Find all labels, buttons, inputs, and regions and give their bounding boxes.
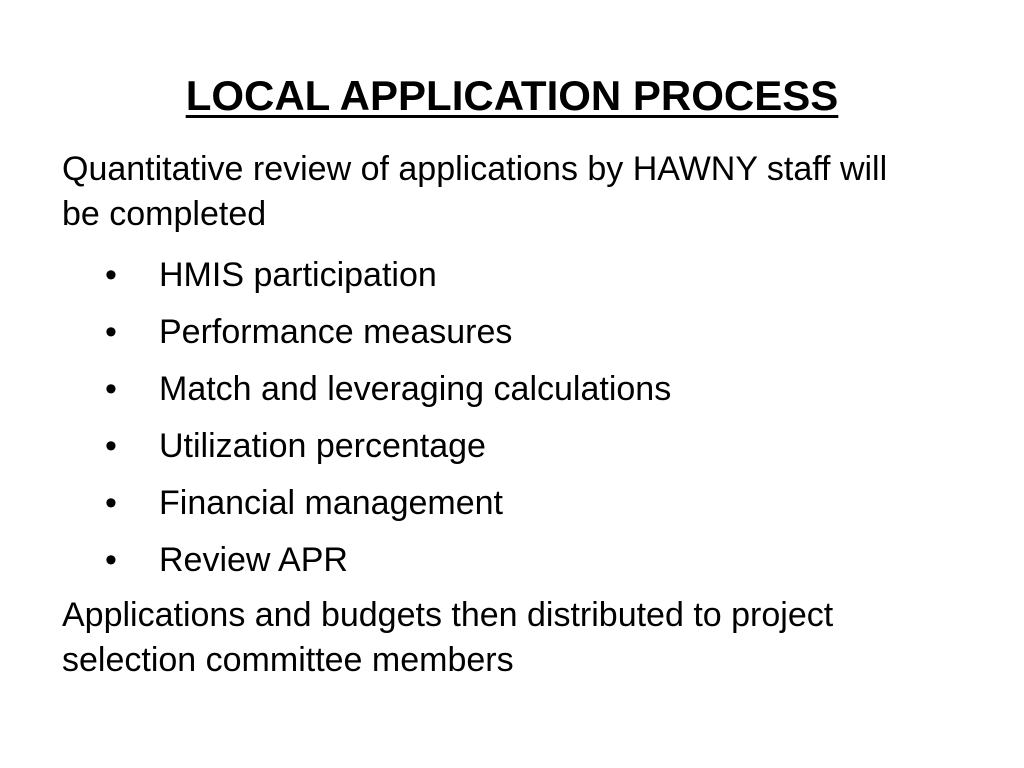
bullet-marker: •	[105, 313, 117, 351]
intro-paragraph: Quantitative review of applications by HAWNY staff will be completed	[62, 150, 888, 233]
bullet-marker: •	[105, 370, 117, 408]
bullet-text-performance: Performance measures	[159, 313, 513, 351]
bullet-marker: •	[105, 427, 117, 465]
bullet-marker: •	[105, 541, 117, 579]
slide-title: LOCAL APPLICATION PROCESS	[185, 72, 839, 119]
bullet-text-hmis: HMIS participation	[159, 256, 437, 294]
bullet-marker: •	[105, 256, 117, 294]
bullet-text-review-apr: Review APR	[159, 541, 348, 579]
bullet-text-utilization: Utilization percentage	[159, 427, 486, 465]
bullet-text-match: Match and leveraging calculations	[159, 370, 672, 408]
bullet-text-financial: Financial management	[159, 484, 503, 522]
outro-paragraph: Applications and budgets then distributed to project selection committee members	[62, 596, 834, 679]
bullet-marker: •	[105, 484, 117, 522]
